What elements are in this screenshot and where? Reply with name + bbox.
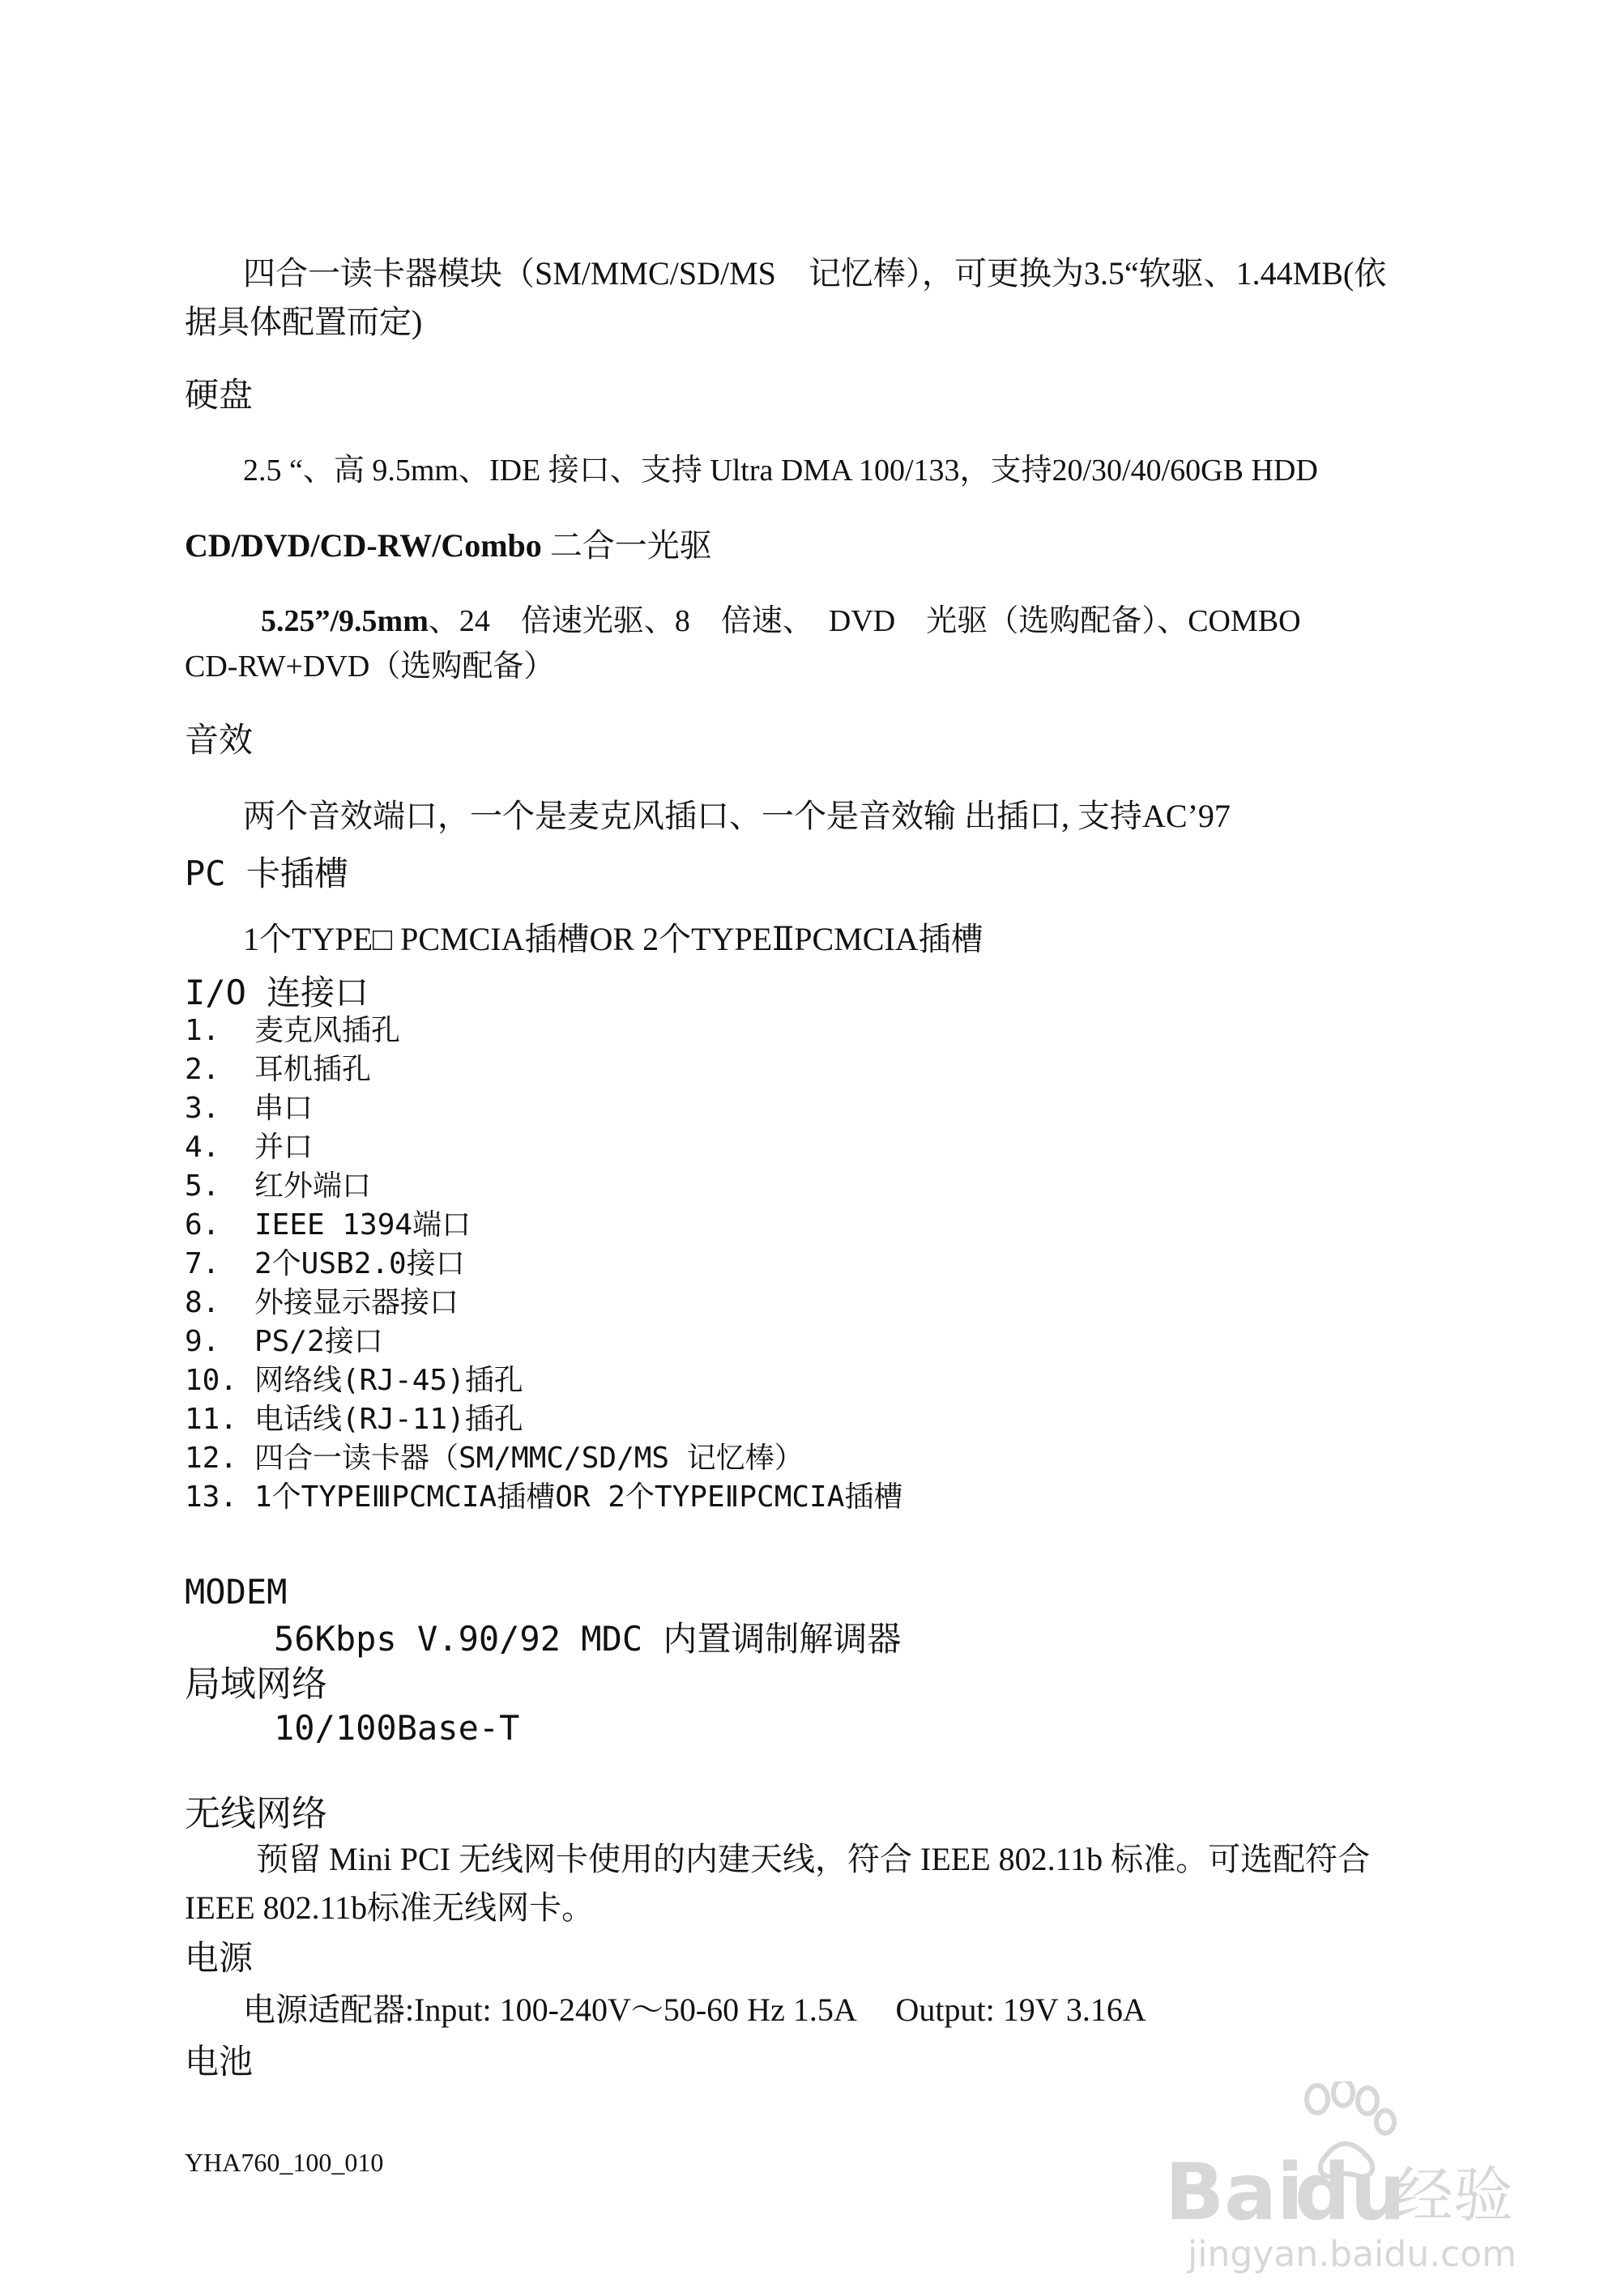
io-item-label: 并口: [254, 1131, 314, 1164]
modem-text: 56Kbps V.90/92 MDC 内置调制解调器: [274, 1619, 902, 1659]
io-item-number: 8.: [185, 1286, 220, 1319]
io-list-item: [185, 1208, 471, 1242]
watermark-suffix: 经验: [1393, 2161, 1513, 2230]
io-list-item: [185, 1094, 313, 1123]
io-list-item: [185, 1016, 400, 1046]
optical-text-line-2: CD-RW+DVD（选购配备）: [185, 650, 555, 684]
io-list-item: [185, 1444, 804, 1473]
watermark-brand-2: du: [1295, 2147, 1406, 2238]
io-item-number: 10.: [185, 1364, 238, 1397]
io-heading: I/O 连接口: [185, 973, 369, 1012]
battery-heading: 电池: [185, 2044, 254, 2081]
io-item-number: 13.: [185, 1480, 238, 1514]
io-list-item: [185, 1133, 313, 1162]
optical-heading: [185, 527, 712, 564]
io-item-label: 红外端口: [254, 1169, 372, 1203]
modem-heading: MODEM: [185, 1572, 288, 1612]
optical-heading-rest: 二合一光驱: [541, 527, 712, 564]
io-item-label: 耳机插孔: [254, 1053, 372, 1086]
io-item-number: 1.: [185, 1014, 220, 1047]
io-list-item: [185, 1169, 372, 1203]
baidu-watermark: [1158, 2081, 1531, 2276]
lan-heading: 局域网络: [185, 1664, 327, 1704]
wlan-heading: 无线网络: [185, 1794, 327, 1834]
power-heading: 电源: [185, 1940, 254, 1978]
audio-text: 两个音效端口，一个是麦克风插口、一个是音效输 出插口, 支持AC’97: [243, 798, 1231, 834]
io-list-item: [185, 1405, 523, 1434]
io-item-label: 网络线(RJ-45)插孔: [254, 1364, 523, 1397]
io-list-item: [185, 1247, 465, 1280]
audio-heading: 音效: [185, 722, 254, 760]
lan-text: 10/100Base-T: [274, 1708, 520, 1748]
io-item-number: 6.: [185, 1208, 220, 1242]
io-item-label: 2个USB2.0接口: [254, 1247, 465, 1280]
footer-code: YHA760_100_010: [185, 2148, 384, 2177]
optical-text-rest: 、24 倍速光驱、8 倍速、 DVD 光驱（选购配备）、COMBO: [428, 604, 1301, 638]
pccard-heading: PC 卡插槽: [185, 854, 348, 893]
io-item-label: PS/2接口: [254, 1325, 383, 1358]
optical-heading-bold: CD/DVD/CD-RW/Combo: [185, 527, 542, 564]
io-item-number: 9.: [185, 1325, 220, 1358]
io-item-number: 7.: [185, 1247, 220, 1280]
hdd-heading: 硬盘: [185, 377, 254, 415]
io-list-item: [185, 1480, 903, 1514]
optical-text-bold: 5.25”/9.5mm: [261, 604, 429, 638]
power-text: 电源适配器:Input: 100-240V～50-60 Hz 1.5A Output: 19V 3.16A: [243, 1991, 1146, 2028]
io-item-label: IEEE 1394端口: [254, 1208, 471, 1242]
io-item-label: 麦克风插孔: [254, 1014, 401, 1047]
io-item-number: 3.: [185, 1092, 220, 1125]
io-item-label: 四合一读卡器（SM/MMC/SD/MS 记忆棒）: [254, 1442, 804, 1475]
wlan-text-line-1: 预留 Mini PCI 无线网卡使用的内建天线，符合 IEEE 802.11b 标准。可选配符合: [256, 1841, 1371, 1877]
hdd-text: 2.5 “、高 9.5mm、IDE 接口、支持 Ultra DMA 100/133，支持20/30/40/60GB HDD: [243, 454, 1318, 488]
io-item-label: 电话线(RJ-11)插孔: [254, 1403, 523, 1436]
io-list-item: [185, 1055, 371, 1084]
io-item-number: 5.: [185, 1169, 220, 1203]
io-list-item: [185, 1366, 523, 1395]
pccard-text: 1个TYPE□ PCMCIA插槽OR 2个TYPEⅡPCMCIA插槽: [243, 921, 983, 957]
io-list-item: [185, 1327, 383, 1357]
cardreader-text-line-2: 据具体配置而定): [185, 304, 423, 340]
io-item-label: 串口: [254, 1092, 314, 1125]
io-list-item: [185, 1286, 459, 1319]
watermark-url: jingyan.baidu.com: [1188, 2234, 1517, 2275]
watermark-brand: Bai: [1165, 2147, 1303, 2238]
io-item-number: 12.: [185, 1442, 238, 1475]
optical-text-line-1: [261, 606, 1301, 637]
io-item-number: 4.: [185, 1131, 220, 1164]
io-item-label: 外接显示器接口: [254, 1286, 459, 1319]
io-item-number: 2.: [185, 1053, 220, 1086]
wlan-text-line-2: IEEE 802.11b标准无线网卡。: [185, 1889, 595, 1926]
io-item-number: 11.: [185, 1403, 238, 1436]
io-item-label: 1个TYPEⅢPCMCIA插槽OR 2个TYPEⅡPCMCIA插槽: [254, 1480, 903, 1514]
cardreader-text-line-1: 四合一读卡器模块（SM/MMC/SD/MS 记忆棒），可更换为3.5“软驱、1.44MB(依: [243, 255, 1387, 292]
